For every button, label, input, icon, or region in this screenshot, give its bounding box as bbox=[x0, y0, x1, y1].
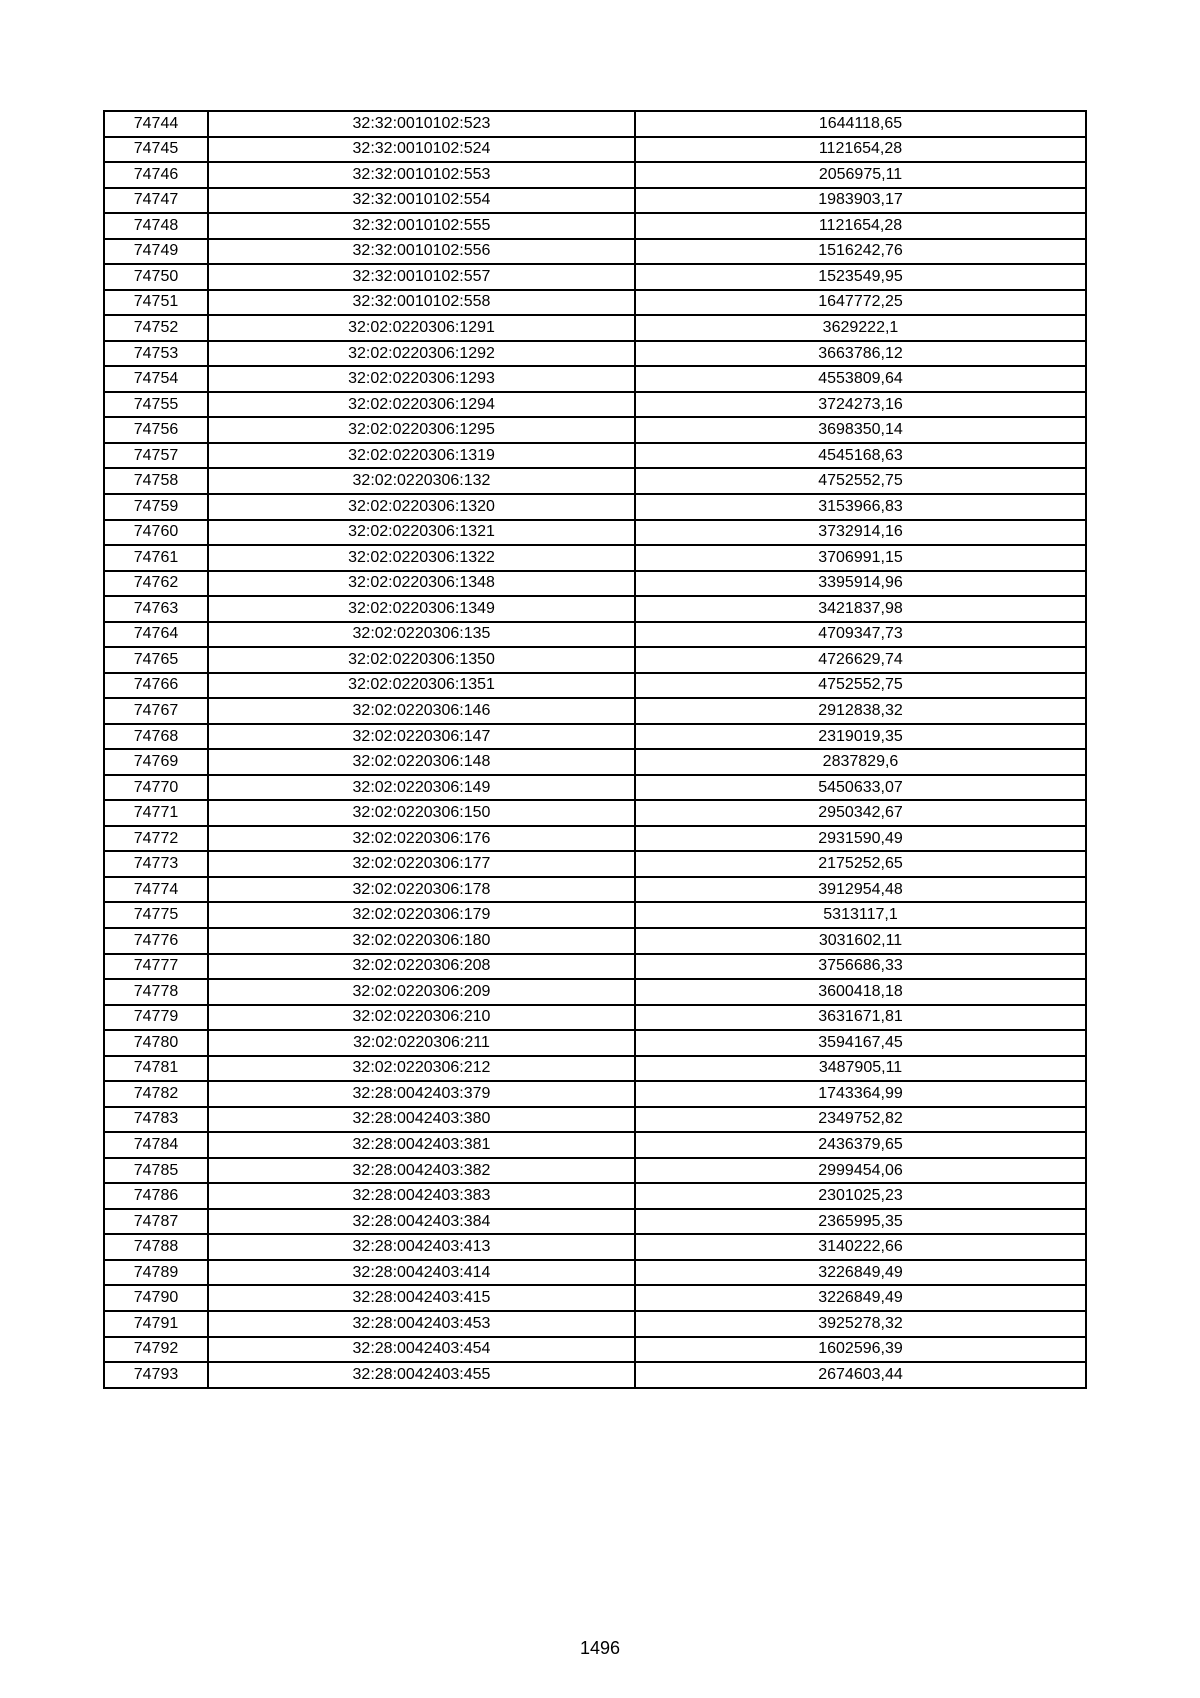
value-cell: 3487905,11 bbox=[635, 1056, 1086, 1082]
table-row bbox=[104, 647, 1086, 673]
row-number-cell: 74785 bbox=[104, 1158, 208, 1184]
cadastral-number-cell: 32:02:0220306:210 bbox=[208, 1005, 635, 1031]
row-number-cell: 74746 bbox=[104, 162, 208, 188]
table-row bbox=[104, 111, 1086, 137]
row-number-cell: 74773 bbox=[104, 851, 208, 877]
row-number-cell: 74759 bbox=[104, 494, 208, 520]
value-cell: 3663786,12 bbox=[635, 341, 1086, 367]
table-row bbox=[104, 341, 1086, 367]
cadastral-number-cell: 32:02:0220306:209 bbox=[208, 979, 635, 1005]
row-number-cell: 74778 bbox=[104, 979, 208, 1005]
row-number-cell: 74760 bbox=[104, 520, 208, 546]
table-row bbox=[104, 1285, 1086, 1311]
row-number-cell: 74767 bbox=[104, 698, 208, 724]
row-number-cell: 74763 bbox=[104, 596, 208, 622]
row-number-cell: 74775 bbox=[104, 902, 208, 928]
row-number-cell: 74750 bbox=[104, 264, 208, 290]
row-number-cell: 74756 bbox=[104, 417, 208, 443]
table-row bbox=[104, 698, 1086, 724]
row-number-cell: 74744 bbox=[104, 111, 208, 137]
value-cell: 2837829,6 bbox=[635, 749, 1086, 775]
table-row bbox=[104, 392, 1086, 418]
cadastral-number-cell: 32:32:0010102:524 bbox=[208, 137, 635, 163]
cadastral-number-cell: 32:28:0042403:383 bbox=[208, 1183, 635, 1209]
value-cell: 2931590,49 bbox=[635, 826, 1086, 852]
table-body bbox=[104, 111, 1086, 1388]
cadastral-number-cell: 32:28:0042403:455 bbox=[208, 1362, 635, 1388]
cadastral-number-cell: 32:28:0042403:382 bbox=[208, 1158, 635, 1184]
value-cell: 1983903,17 bbox=[635, 188, 1086, 214]
cadastral-number-cell: 32:02:0220306:1293 bbox=[208, 366, 635, 392]
value-cell: 1743364,99 bbox=[635, 1081, 1086, 1107]
cadastral-number-cell: 32:28:0042403:413 bbox=[208, 1234, 635, 1260]
value-cell: 3732914,16 bbox=[635, 520, 1086, 546]
cadastral-number-cell: 32:02:0220306:150 bbox=[208, 800, 635, 826]
value-cell: 1121654,28 bbox=[635, 137, 1086, 163]
table-row bbox=[104, 673, 1086, 699]
cadastral-number-cell: 32:28:0042403:414 bbox=[208, 1260, 635, 1286]
table-row bbox=[104, 545, 1086, 571]
cadastral-number-cell: 32:32:0010102:523 bbox=[208, 111, 635, 137]
table-row bbox=[104, 954, 1086, 980]
value-cell: 1516242,76 bbox=[635, 239, 1086, 265]
value-cell: 3140222,66 bbox=[635, 1234, 1086, 1260]
row-number-cell: 74779 bbox=[104, 1005, 208, 1031]
cadastral-number-cell: 32:02:0220306:1350 bbox=[208, 647, 635, 673]
table-row bbox=[104, 979, 1086, 1005]
table-row bbox=[104, 877, 1086, 903]
value-cell: 5313117,1 bbox=[635, 902, 1086, 928]
cadastral-number-cell: 32:02:0220306:147 bbox=[208, 724, 635, 750]
value-cell: 2436379,65 bbox=[635, 1132, 1086, 1158]
value-cell: 4545168,63 bbox=[635, 443, 1086, 469]
table-row bbox=[104, 1183, 1086, 1209]
row-number-cell: 74766 bbox=[104, 673, 208, 699]
cadastral-number-cell: 32:28:0042403:380 bbox=[208, 1107, 635, 1133]
table-row bbox=[104, 315, 1086, 341]
value-cell: 2175252,65 bbox=[635, 851, 1086, 877]
value-cell: 3031602,11 bbox=[635, 928, 1086, 954]
cadastral-number-cell: 32:32:0010102:558 bbox=[208, 290, 635, 316]
cadastral-number-cell: 32:02:0220306:176 bbox=[208, 826, 635, 852]
cadastral-number-cell: 32:28:0042403:453 bbox=[208, 1311, 635, 1337]
row-number-cell: 74782 bbox=[104, 1081, 208, 1107]
value-cell: 3698350,14 bbox=[635, 417, 1086, 443]
cadastral-number-cell: 32:28:0042403:379 bbox=[208, 1081, 635, 1107]
table-row bbox=[104, 1107, 1086, 1133]
cadastral-number-cell: 32:02:0220306:178 bbox=[208, 877, 635, 903]
row-number-cell: 74752 bbox=[104, 315, 208, 341]
value-cell: 3600418,18 bbox=[635, 979, 1086, 1005]
row-number-cell: 74747 bbox=[104, 188, 208, 214]
value-cell: 3706991,15 bbox=[635, 545, 1086, 571]
table-row bbox=[104, 494, 1086, 520]
table-row bbox=[104, 1337, 1086, 1363]
row-number-cell: 74792 bbox=[104, 1337, 208, 1363]
table-row bbox=[104, 1030, 1086, 1056]
row-number-cell: 74769 bbox=[104, 749, 208, 775]
row-number-cell: 74786 bbox=[104, 1183, 208, 1209]
cadastral-number-cell: 32:02:0220306:208 bbox=[208, 954, 635, 980]
cadastral-number-cell: 32:02:0220306:212 bbox=[208, 1056, 635, 1082]
value-cell: 1121654,28 bbox=[635, 213, 1086, 239]
table-row bbox=[104, 290, 1086, 316]
row-number-cell: 74749 bbox=[104, 239, 208, 265]
value-cell: 1523549,95 bbox=[635, 264, 1086, 290]
value-cell: 3226849,49 bbox=[635, 1260, 1086, 1286]
row-number-cell: 74793 bbox=[104, 1362, 208, 1388]
row-number-cell: 74753 bbox=[104, 341, 208, 367]
cadastral-number-cell: 32:02:0220306:135 bbox=[208, 622, 635, 648]
table-row bbox=[104, 1005, 1086, 1031]
row-number-cell: 74771 bbox=[104, 800, 208, 826]
table-row bbox=[104, 417, 1086, 443]
value-cell: 2319019,35 bbox=[635, 724, 1086, 750]
value-cell: 1644118,65 bbox=[635, 111, 1086, 137]
value-cell: 2912838,32 bbox=[635, 698, 1086, 724]
table-row bbox=[104, 1081, 1086, 1107]
value-cell: 2056975,11 bbox=[635, 162, 1086, 188]
cadastral-number-cell: 32:02:0220306:132 bbox=[208, 468, 635, 494]
cadastral-number-cell: 32:02:0220306:180 bbox=[208, 928, 635, 954]
row-number-cell: 74764 bbox=[104, 622, 208, 648]
cadastral-number-cell: 32:02:0220306:211 bbox=[208, 1030, 635, 1056]
row-number-cell: 74776 bbox=[104, 928, 208, 954]
row-number-cell: 74762 bbox=[104, 571, 208, 597]
value-cell: 2349752,82 bbox=[635, 1107, 1086, 1133]
row-number-cell: 74754 bbox=[104, 366, 208, 392]
row-number-cell: 74784 bbox=[104, 1132, 208, 1158]
row-number-cell: 74751 bbox=[104, 290, 208, 316]
table-row bbox=[104, 366, 1086, 392]
row-number-cell: 74789 bbox=[104, 1260, 208, 1286]
table-row bbox=[104, 1158, 1086, 1184]
cadastral-number-cell: 32:02:0220306:179 bbox=[208, 902, 635, 928]
table-row bbox=[104, 1234, 1086, 1260]
cadastral-number-cell: 32:32:0010102:556 bbox=[208, 239, 635, 265]
cadastral-number-cell: 32:28:0042403:415 bbox=[208, 1285, 635, 1311]
value-cell: 3153966,83 bbox=[635, 494, 1086, 520]
table-row bbox=[104, 468, 1086, 494]
row-number-cell: 74770 bbox=[104, 775, 208, 801]
value-cell: 3631671,81 bbox=[635, 1005, 1086, 1031]
row-number-cell: 74777 bbox=[104, 954, 208, 980]
table-row bbox=[104, 520, 1086, 546]
cadastral-number-cell: 32:02:0220306:1348 bbox=[208, 571, 635, 597]
row-number-cell: 74761 bbox=[104, 545, 208, 571]
value-cell: 4553809,64 bbox=[635, 366, 1086, 392]
cadastral-number-cell: 32:02:0220306:1351 bbox=[208, 673, 635, 699]
value-cell: 2674603,44 bbox=[635, 1362, 1086, 1388]
table-row bbox=[104, 749, 1086, 775]
table-row bbox=[104, 1362, 1086, 1388]
cadastral-number-cell: 32:28:0042403:454 bbox=[208, 1337, 635, 1363]
value-cell: 3912954,48 bbox=[635, 877, 1086, 903]
table-row bbox=[104, 1311, 1086, 1337]
cadastral-number-cell: 32:32:0010102:554 bbox=[208, 188, 635, 214]
row-number-cell: 74791 bbox=[104, 1311, 208, 1337]
value-cell: 3629222,1 bbox=[635, 315, 1086, 341]
cadastral-number-cell: 32:28:0042403:381 bbox=[208, 1132, 635, 1158]
cadastral-number-cell: 32:02:0220306:1320 bbox=[208, 494, 635, 520]
table-row bbox=[104, 800, 1086, 826]
table-row bbox=[104, 264, 1086, 290]
cadastral-number-cell: 32:28:0042403:384 bbox=[208, 1209, 635, 1235]
value-cell: 3395914,96 bbox=[635, 571, 1086, 597]
table-row bbox=[104, 162, 1086, 188]
value-cell: 4709347,73 bbox=[635, 622, 1086, 648]
cadastral-number-cell: 32:02:0220306:177 bbox=[208, 851, 635, 877]
value-cell: 4752552,75 bbox=[635, 468, 1086, 494]
value-cell: 5450633,07 bbox=[635, 775, 1086, 801]
table-row bbox=[104, 775, 1086, 801]
table-row bbox=[104, 851, 1086, 877]
cadastral-number-cell: 32:02:0220306:146 bbox=[208, 698, 635, 724]
cadastral-value-table bbox=[103, 110, 1087, 1389]
table-row bbox=[104, 826, 1086, 852]
cadastral-number-cell: 32:32:0010102:557 bbox=[208, 264, 635, 290]
page-number: 1496 bbox=[579, 1638, 621, 1658]
cadastral-number-cell: 32:02:0220306:1322 bbox=[208, 545, 635, 571]
table-row bbox=[104, 188, 1086, 214]
row-number-cell: 74755 bbox=[104, 392, 208, 418]
table-row bbox=[104, 596, 1086, 622]
cadastral-number-cell: 32:02:0220306:1349 bbox=[208, 596, 635, 622]
value-cell: 3594167,45 bbox=[635, 1030, 1086, 1056]
row-number-cell: 74745 bbox=[104, 137, 208, 163]
cadastral-number-cell: 32:02:0220306:1319 bbox=[208, 443, 635, 469]
table-row bbox=[104, 239, 1086, 265]
value-cell: 1602596,39 bbox=[635, 1337, 1086, 1363]
row-number-cell: 74783 bbox=[104, 1107, 208, 1133]
row-number-cell: 74768 bbox=[104, 724, 208, 750]
value-cell: 2999454,06 bbox=[635, 1158, 1086, 1184]
cadastral-number-cell: 32:02:0220306:1295 bbox=[208, 417, 635, 443]
cadastral-number-cell: 32:32:0010102:555 bbox=[208, 213, 635, 239]
table-row bbox=[104, 724, 1086, 750]
table-row bbox=[104, 928, 1086, 954]
value-cell: 3925278,32 bbox=[635, 1311, 1086, 1337]
value-cell: 3226849,49 bbox=[635, 1285, 1086, 1311]
row-number-cell: 74790 bbox=[104, 1285, 208, 1311]
row-number-cell: 74748 bbox=[104, 213, 208, 239]
cadastral-number-cell: 32:02:0220306:1321 bbox=[208, 520, 635, 546]
value-cell: 4726629,74 bbox=[635, 647, 1086, 673]
row-number-cell: 74780 bbox=[104, 1030, 208, 1056]
table-row bbox=[104, 1260, 1086, 1286]
value-cell: 2950342,67 bbox=[635, 800, 1086, 826]
cadastral-number-cell: 32:02:0220306:1292 bbox=[208, 341, 635, 367]
row-number-cell: 74774 bbox=[104, 877, 208, 903]
cadastral-number-cell: 32:02:0220306:148 bbox=[208, 749, 635, 775]
table-row bbox=[104, 902, 1086, 928]
row-number-cell: 74788 bbox=[104, 1234, 208, 1260]
row-number-cell: 74787 bbox=[104, 1209, 208, 1235]
table-row bbox=[104, 443, 1086, 469]
table-row bbox=[104, 1132, 1086, 1158]
table-row bbox=[104, 137, 1086, 163]
table-row bbox=[104, 571, 1086, 597]
row-number-cell: 74765 bbox=[104, 647, 208, 673]
table-row bbox=[104, 1056, 1086, 1082]
value-cell: 3421837,98 bbox=[635, 596, 1086, 622]
cadastral-number-cell: 32:02:0220306:1294 bbox=[208, 392, 635, 418]
row-number-cell: 74781 bbox=[104, 1056, 208, 1082]
value-cell: 3756686,33 bbox=[635, 954, 1086, 980]
row-number-cell: 74772 bbox=[104, 826, 208, 852]
value-cell: 4752552,75 bbox=[635, 673, 1086, 699]
cadastral-number-cell: 32:02:0220306:1291 bbox=[208, 315, 635, 341]
row-number-cell: 74758 bbox=[104, 468, 208, 494]
value-cell: 1647772,25 bbox=[635, 290, 1086, 316]
table-row bbox=[104, 622, 1086, 648]
row-number-cell: 74757 bbox=[104, 443, 208, 469]
value-cell: 2301025,23 bbox=[635, 1183, 1086, 1209]
value-cell: 2365995,35 bbox=[635, 1209, 1086, 1235]
cadastral-number-cell: 32:02:0220306:149 bbox=[208, 775, 635, 801]
table-row bbox=[104, 1209, 1086, 1235]
table-row bbox=[104, 213, 1086, 239]
cadastral-number-cell: 32:32:0010102:553 bbox=[208, 162, 635, 188]
value-cell: 3724273,16 bbox=[635, 392, 1086, 418]
